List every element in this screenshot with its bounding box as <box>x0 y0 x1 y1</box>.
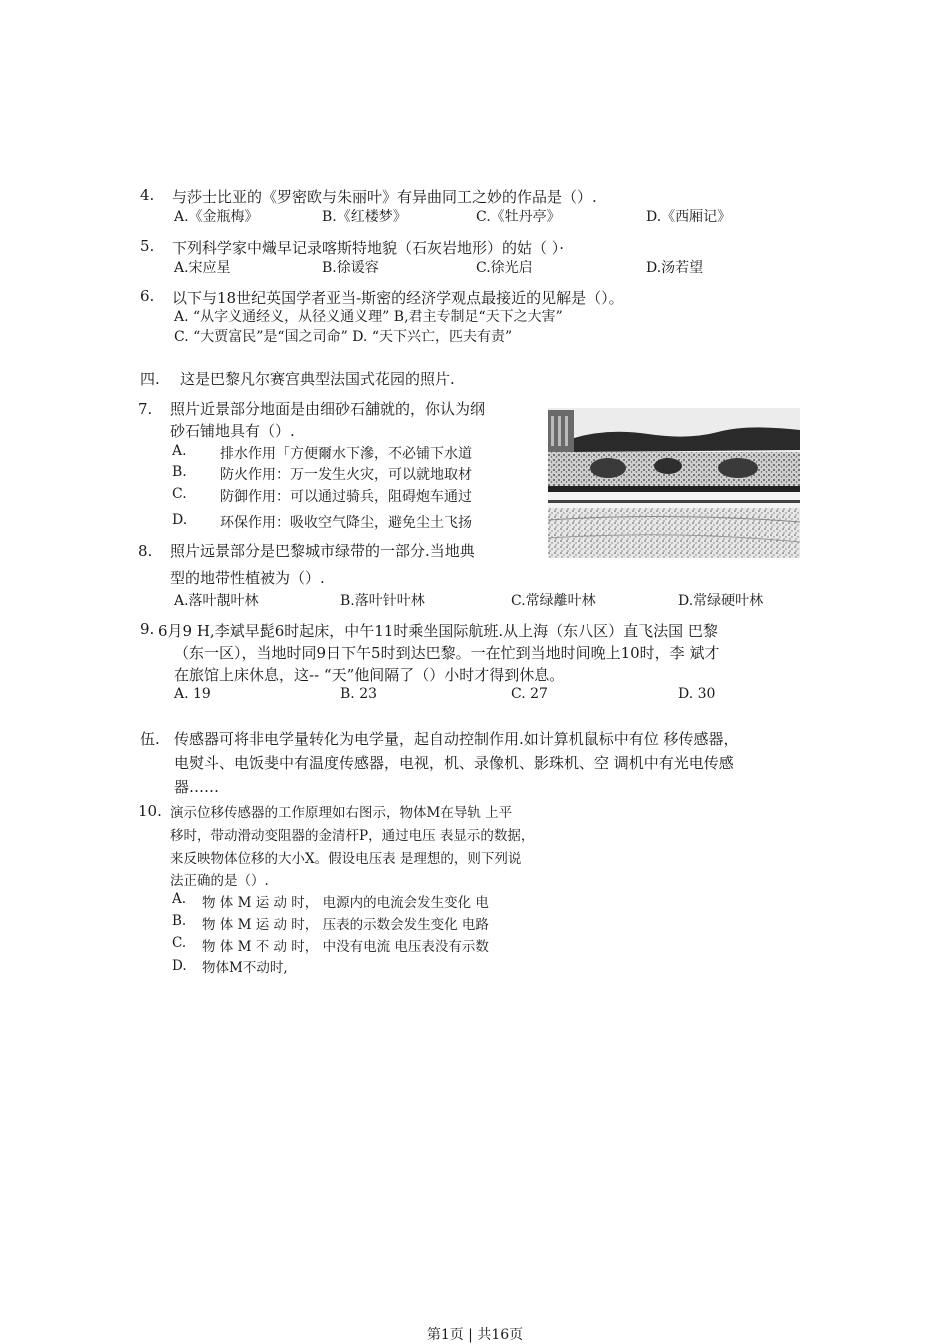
q10-stem-line-2: 移时，带动滑动变阻器的金清杆P，通过电压 表显示的数据， <box>170 828 535 844</box>
q10-option-c-text: 物 体 M 不 动 时， 中没有电流 电压表没有示数 <box>202 939 489 955</box>
section-5-line-3: 器…… <box>174 778 220 796</box>
q6-options-line-1: A. “从字义通经义，从径义通义理” B,君主专制足“天下之大害” <box>174 309 563 325</box>
q10-stem-line-4: 法正确的是（）. <box>170 873 269 889</box>
q9-option-d: D. 30 <box>678 686 716 702</box>
q8-option-b: B.落叶针叶林 <box>340 593 425 609</box>
q9-option-c: C. 27 <box>511 686 548 702</box>
q8-stem-line-2: 型的地带性植被为（）. <box>170 569 325 587</box>
q10-stem-line-3: 来反映物体位移的大小X。假设电压表 是理想的，则下列说 <box>170 851 522 867</box>
q5-stem: 下列科学家中熾早记录喀斯特地貌（石灰岩地形）的姑（ ）· <box>172 239 565 257</box>
q7-stem-line-1: 照片近景部分地面是由细砂石舖就的，你认为纲 <box>170 400 486 418</box>
q10-option-d-label: D. <box>172 958 187 974</box>
q10-stem-line-1: 演示位移传感器的工作原理如右图示，物体M在导轨 上平 <box>170 805 513 821</box>
q10-number: 10. <box>138 802 162 820</box>
q7-option-d-text: 环保作用：吸收空气降尘，避免尘土飞扬 <box>220 515 472 531</box>
q6-stem: 以下与18世纪英国学者亚当-斯密的经济学观点最接近的见解是（）。 <box>172 289 624 307</box>
q9-stem-line-1: 6月9 H,李斌早髭6时起床，中午11时乘坐国际航班.从上海（东八区）直飞法国 巴黎 <box>158 622 718 640</box>
q8-stem-line-1: 照片远景部分是巴黎城市绿带的一部分.当地典 <box>170 542 475 560</box>
q5-option-b: B.徐谖容 <box>322 260 379 276</box>
q7-option-c-label: C. <box>172 486 187 502</box>
q7-option-a-text: 排水作用「方便爾水下滲，不必铺下水道 <box>220 446 472 462</box>
q10-option-b-text: 物 体 M 运 动 时， 压表的示数会发生变化 电路 <box>202 917 489 933</box>
section-5-line-2: 电熨斗、电饭斐中有温度传感器，电视，机、录像机、影珠机、空 调机中有光电传感 <box>174 754 734 772</box>
page-footer: 第1页 | 共16页 <box>426 1327 524 1343</box>
q7-option-d-label: D. <box>172 512 188 528</box>
q6-options-line-2: C. “大贾富民”是“国之司命” D. “天下兴亡，匹夫有责” <box>174 329 513 345</box>
q4-number: 4. <box>140 186 155 204</box>
q4-option-d: D.《西厢记》 <box>646 209 732 225</box>
q9-option-b: B. 23 <box>340 686 378 702</box>
q10-option-c-label: C. <box>172 935 187 951</box>
section-5-line-1: 传感器可将非电学量转化为电学量，起自动控制作用.如计算机鼠标中有位 移传感器， <box>174 730 739 748</box>
q8-option-c: C.常绿離叶林 <box>511 593 596 609</box>
q5-option-c: C.徐光启 <box>476 260 533 276</box>
q7-option-c-text: 防御作用：可以通过骑兵，阻碍炮车通过 <box>220 489 472 505</box>
q4-option-c: C.《牡丹亭》 <box>476 209 561 225</box>
q9-stem-line-2: （东一区），当地时同9日下午5时到达巴黎。一在忙到当地时间晚上10时，李 斌才 <box>174 644 720 662</box>
q10-option-a-label: A. <box>172 891 187 907</box>
q9-number: 9. <box>140 620 155 638</box>
q8-number: 8. <box>138 542 153 560</box>
q9-option-a: A. 19 <box>174 686 211 702</box>
q4-stem: 与莎士比亚的《罗密欧与朱丽叶》有异曲同工之妙的作品是（）. <box>172 188 597 206</box>
section-4-number: 四. <box>140 370 160 388</box>
q4-option-b: B.《红楼梦》 <box>322 209 407 225</box>
versailles-garden-photo <box>548 408 800 558</box>
q10-option-d-text: 物体M不动时, <box>202 960 288 976</box>
q7-option-b-text: 防火作用：万一发生火灾，可以就地取材 <box>220 467 472 483</box>
q5-option-d: D.汤若望 <box>646 260 704 276</box>
section-5-number: 伍. <box>140 730 160 748</box>
q8-option-d: D.常绿硬叶林 <box>678 593 764 609</box>
section-4-intro: 这是巴黎凡尔赛宫典型法国式花园的照片. <box>180 370 455 388</box>
q7-stem-line-2: 砂石铺地具有（）. <box>170 422 295 440</box>
q10-option-a-text: 物 体 M 运 动 时， 电源内的电流会发生变化 电 <box>202 895 489 911</box>
q6-number: 6. <box>140 287 155 305</box>
q10-option-b-label: B. <box>172 913 187 929</box>
q7-option-a-label: A. <box>172 443 187 459</box>
q8-option-a: A.落叶靚叶林 <box>174 593 259 609</box>
q5-number: 5. <box>140 237 155 255</box>
q7-option-b-label: B. <box>172 464 187 480</box>
q7-number: 7. <box>138 400 153 418</box>
q5-option-a: A.宋应星 <box>174 260 231 276</box>
q4-option-a: A.《金瓶梅》 <box>174 209 259 225</box>
q9-stem-line-3: 在旅馆上床休息，这-- “天”他间隔了（）小时才得到休息。 <box>174 666 565 684</box>
